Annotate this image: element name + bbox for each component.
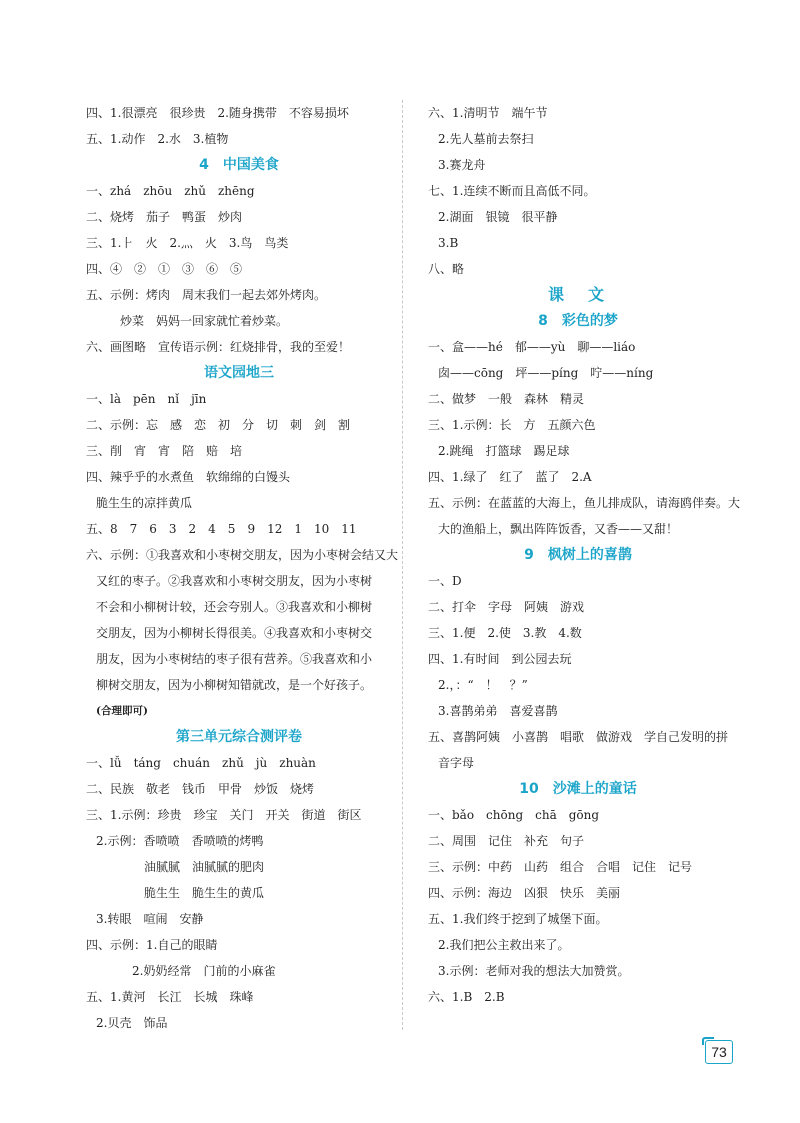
- section-heading: 课 文: [547, 285, 608, 304]
- answer-line: 3.示例：老师对我的想法大加赞赏。: [438, 964, 630, 978]
- answer-line: 2.奶奶经常 门前的小麻雀: [96, 964, 276, 978]
- section-heading: 第三单元综合测评卷: [176, 729, 302, 745]
- answer-line: 五、1.黄河 长江 长城 珠峰: [86, 990, 254, 1004]
- page-number: 73: [705, 1040, 733, 1064]
- answer-line: 3.B: [438, 236, 459, 250]
- section-heading: 4 中国美食: [199, 157, 279, 173]
- answer-line: 二、民族 敬老 钱币 甲骨 炒饭 烧烤: [86, 782, 315, 796]
- answer-line: 一、盒——hé 郁——yù 聊——liáo: [428, 340, 636, 354]
- answer-line: 脆生生的凉拌黄瓜: [96, 496, 193, 510]
- answer-line: 一、bǎo chōng chā gōng: [428, 808, 600, 822]
- answer-line: 3.赛龙舟: [438, 158, 486, 172]
- answer-line: 大的渔船上，飘出阵阵饭香，又香——又甜！: [438, 522, 679, 536]
- answer-line: 2.贝壳 饰品: [96, 1016, 168, 1030]
- answer-line: 三、1.⺊ 火 2.灬 火 3.鸟 鸟类: [86, 236, 289, 250]
- answer-line: 又红的枣子。②我喜欢和小枣树交朋友，因为小枣树: [96, 574, 373, 588]
- answer-line: 一、lǚ táng chuán zhǔ jù zhuàn: [86, 756, 316, 770]
- answer-line: 囱——cōng 坪——píng 咛——níng: [438, 366, 654, 380]
- answer-line: 2.，：“ ！ ？”: [438, 678, 528, 692]
- answer-line: 炒菜 妈妈一回家就忙着炒菜。: [96, 314, 289, 328]
- answer-line: 二、烧烤 茄子 鸭蛋 炒肉: [86, 210, 243, 224]
- answer-line: 四、④ ② ① ③ ⑥ ⑤: [86, 262, 243, 276]
- answer-line: 四、1.绿了 红了 蓝了 2.A: [428, 470, 592, 484]
- answer-line: 六、画图略 宣传语示例：红烧排骨，我的至爱！: [86, 340, 351, 354]
- answer-line: 五、8 7 6 3 2 4 5 9 12 1 10 11: [86, 522, 357, 536]
- answer-line: 油腻腻 油腻腻的肥肉: [96, 860, 265, 874]
- section-heading: 语文园地三: [204, 365, 274, 381]
- answer-line: 七、1.连续不断而且高低不同。: [428, 184, 596, 198]
- answer-line: 二、打伞 字母 阿姨 游戏: [428, 600, 585, 614]
- answer-line: 2.先人墓前去祭扫: [438, 132, 534, 146]
- answer-note: (合理即可): [96, 705, 148, 717]
- answer-line: 四、1.很漂亮 很珍贵 2.随身携带 不容易损坏: [86, 106, 349, 120]
- answer-line: 五、示例：烤肉 周末我们一起去郊外烤肉。: [86, 288, 327, 302]
- section-heading: 8 彩色的梦: [538, 313, 618, 329]
- answer-line: 六、1.B 2.B: [428, 990, 505, 1004]
- answer-line: 五、喜鹊阿姨 小喜鹊 唱歌 做游戏 学自己发明的拼: [428, 730, 729, 744]
- answer-line: 三、1.示例：珍贵 珍宝 关门 开关 街道 街区: [86, 808, 362, 822]
- answer-line: 2.湖面 银镜 很平静: [438, 210, 558, 224]
- answer-line: 音字母: [438, 756, 475, 770]
- column-divider: [402, 100, 403, 1030]
- answer-line: 二、示例：忘 感 恋 初 分 切 刺 剑 割: [86, 418, 351, 432]
- answer-line: 二、做梦 一般 森林 精灵: [428, 392, 585, 406]
- section-heading: 9 枫树上的喜鹊: [524, 547, 632, 563]
- answer-line: 一、là pēn nǐ jīn: [86, 392, 207, 406]
- answer-line: 五、示例：在蓝蓝的大海上，鱼儿排成队，请海鸥伴奏。大: [428, 496, 741, 510]
- answer-line: 四、示例：海边 凶狠 快乐 美丽: [428, 886, 621, 900]
- answer-line: 六、1.清明节 端午节: [428, 106, 548, 120]
- answer-line: 五、1.动作 2.水 3.植物: [86, 132, 229, 146]
- answer-line: 朋友，因为小枣树结的枣子很有营养。⑤我喜欢和小: [96, 652, 373, 666]
- answer-line: 3.转眼 喧闹 安静: [96, 912, 204, 926]
- answer-line: 2.示例：香喷喷 香喷喷的烤鸭: [96, 834, 264, 848]
- answer-line: 三、1.便 2.使 3.教 4.数: [428, 626, 582, 640]
- answer-line: 一、D: [428, 574, 462, 588]
- answer-line: 六、示例：①我喜欢和小枣树交朋友，因为小枣树会结又大: [86, 548, 399, 562]
- answer-line: 脆生生 脆生生的黄瓜: [96, 886, 265, 900]
- answer-line: 八、略: [428, 262, 465, 276]
- answer-line: 三、削 宵 宵 陪 赔 培: [86, 444, 243, 458]
- right-column: [428, 100, 741, 1010]
- answer-line: 不会和小柳树计较，还会夸别人。③我喜欢和小柳树: [96, 600, 373, 614]
- answer-line: 三、1.示例：长 方 五颜六色: [428, 418, 596, 432]
- answer-line: 交朋友，因为小柳树长得很美。④我喜欢和小枣树交: [96, 626, 373, 640]
- answer-line: 五、1.我们终于挖到了城堡下面。: [428, 912, 608, 926]
- answer-line: 四、示例：1.自己的眼睛: [86, 938, 218, 952]
- section-heading: 10 沙滩上的童话: [519, 781, 637, 797]
- answer-line: 一、zhá zhōu zhǔ zhēng: [86, 184, 255, 198]
- answer-line: 三、示例：中药 山药 组合 合唱 记住 记号: [428, 860, 693, 874]
- answer-line: 2.我们把公主救出来了。: [438, 938, 570, 952]
- answer-line: 二、周围 记住 补充 句子: [428, 834, 585, 848]
- answer-line: 柳树交朋友，因为小柳树知错就改，是一个好孩子。: [96, 678, 373, 692]
- answer-line: 3.喜鹊弟弟 喜爱喜鹊: [438, 704, 558, 718]
- answer-line: 四、辣乎乎的水煮鱼 软绵绵的白馒头: [86, 470, 291, 484]
- answer-line: 2.跳绳 打篮球 踢足球: [438, 444, 570, 458]
- left-column: [86, 100, 399, 1036]
- answer-line: 四、1.有时间 到公园去玩: [428, 652, 572, 666]
